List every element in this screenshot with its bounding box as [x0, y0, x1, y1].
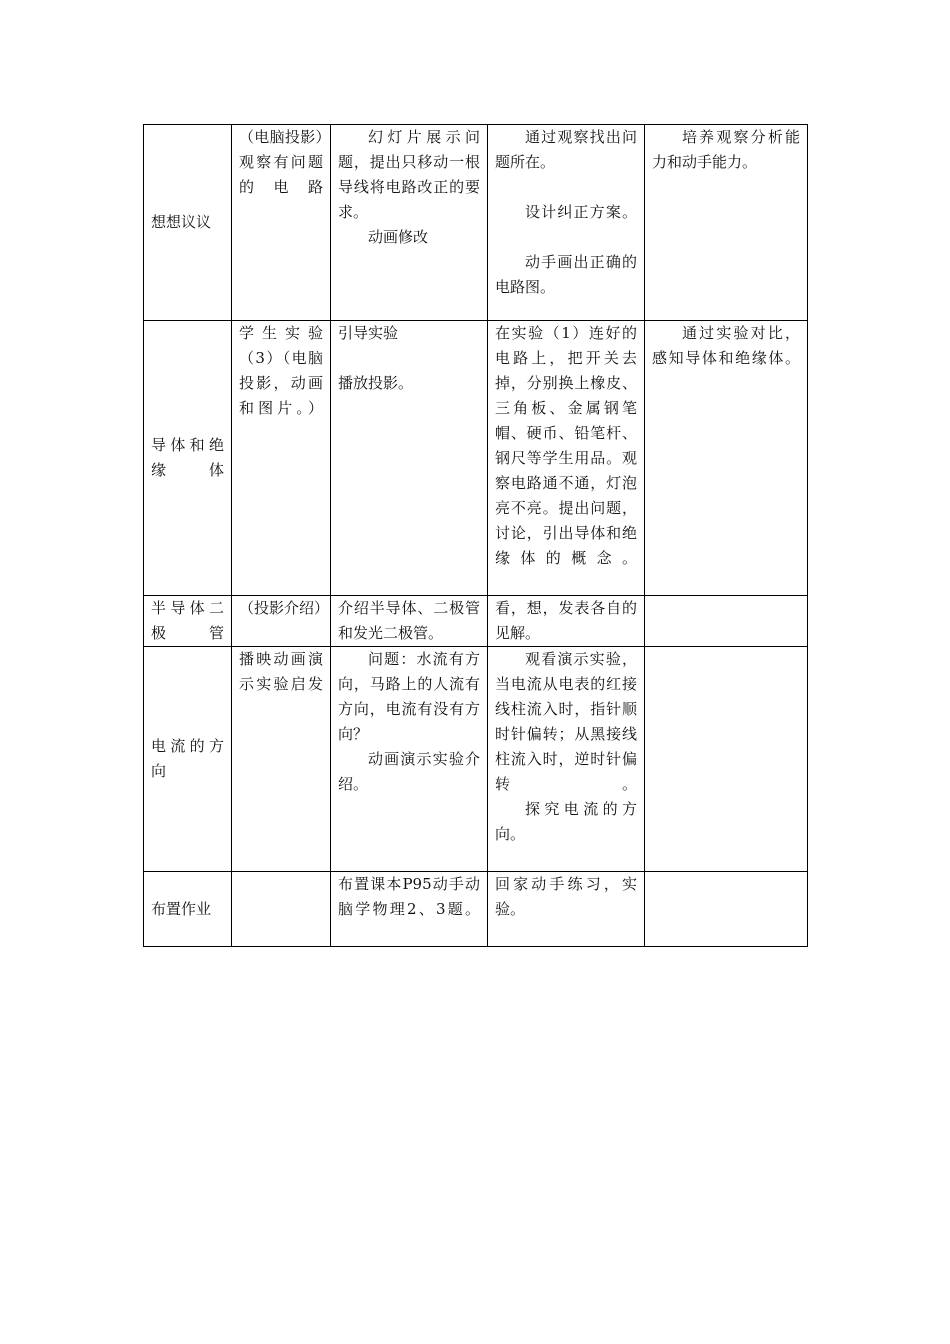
- teacher-cell: [331, 596, 488, 647]
- teacher-text: 动画演示实验介绍。: [338, 750, 480, 793]
- student-text: 看，想，发表各自的见解。: [495, 599, 637, 642]
- table-row: [144, 647, 808, 872]
- topic-text: 想想议议: [151, 213, 212, 231]
- student-cell: [488, 647, 645, 872]
- teacher-text: 动画修改: [368, 228, 429, 246]
- teacher-text: 介绍半导体、二极管和发光二极管。: [338, 599, 480, 642]
- table-row: [144, 872, 808, 947]
- teacher-cell: [331, 125, 488, 321]
- student-text: 设计纠正方案。: [525, 203, 637, 221]
- media-text: （电脑投影）观察有问题的电路: [239, 128, 323, 196]
- table-row: [144, 321, 808, 596]
- teacher-text: 布置课本P95动手动脑学物理2、3题。: [338, 875, 480, 918]
- media-cell: [232, 321, 331, 596]
- student-cell: [488, 321, 645, 596]
- topic-text: 布置作业: [151, 899, 212, 918]
- teacher-text: 引导实验: [338, 324, 399, 342]
- topic-cell: [144, 596, 232, 647]
- media-cell: [232, 596, 331, 647]
- student-cell: [488, 872, 645, 947]
- lesson-plan-table: [143, 124, 808, 947]
- student-text: 回家动手练习，实验。: [495, 875, 637, 918]
- topic-cell: [144, 647, 232, 872]
- student-text: 在实验（1）连好的电路上，把开关去掉，分别换上橡皮、三角板、金属钢笔帽、硬币、铅笔杆、钢尺等学生用品。观察电路通不通，灯泡亮不亮。提出问题，讨论，引出导体和绝缘体的概念。: [495, 324, 637, 567]
- goal-text: 培养观察分析能力和动手能力。: [652, 128, 800, 171]
- topic-cell: [144, 321, 232, 596]
- student-text: 动手画出正确的电路图。: [495, 253, 637, 296]
- goal-text: 通过实验对比，感知导体和绝缘体。: [652, 324, 800, 367]
- teacher-cell: [331, 321, 488, 596]
- topic-text: 电流的方向: [151, 737, 224, 780]
- media-cell: [232, 647, 331, 872]
- table-row: [144, 125, 808, 321]
- topic-cell: [144, 872, 232, 947]
- goal-cell: [645, 872, 808, 947]
- student-text: 观看演示实验，当电流从电表的红接线柱流入时，指针顺时针偏转；从黑接线柱流入时，逆时针偏转。: [495, 650, 637, 793]
- student-cell: [488, 125, 645, 321]
- table-row: [144, 596, 808, 647]
- goal-cell: [645, 596, 808, 647]
- media-text: 学生实验（3）（电脑投影，动画和图片。）: [239, 324, 323, 417]
- paragraph-gap: [495, 225, 637, 250]
- media-text: 播映动画演示实验启发: [239, 650, 323, 693]
- student-cell: [488, 596, 645, 647]
- goal-cell: [645, 321, 808, 596]
- media-cell: [232, 125, 331, 321]
- topic-text: 导体和绝缘体: [151, 436, 224, 479]
- topic-text: 半导体二极管: [151, 599, 224, 642]
- teacher-text: 问题：水流有方向，马路上的人流有方向，电流有没有方向？: [338, 650, 480, 743]
- student-text: 探究电流的方向。: [495, 800, 637, 843]
- teacher-cell: [331, 647, 488, 872]
- media-cell: [232, 872, 331, 947]
- media-text: （投影介绍）: [239, 599, 330, 617]
- teacher-cell: [331, 872, 488, 947]
- goal-cell: [645, 125, 808, 321]
- teacher-text: 幻灯片展示问题，提出只移动一根导线将电路改正的要求。: [338, 128, 480, 221]
- topic-cell: [144, 125, 232, 321]
- student-text: 通过观察找出问题所在。: [495, 128, 637, 171]
- goal-cell: [645, 647, 808, 872]
- paragraph-gap: [338, 346, 480, 371]
- teacher-text: 播放投影。: [338, 374, 414, 392]
- paragraph-gap: [495, 175, 637, 200]
